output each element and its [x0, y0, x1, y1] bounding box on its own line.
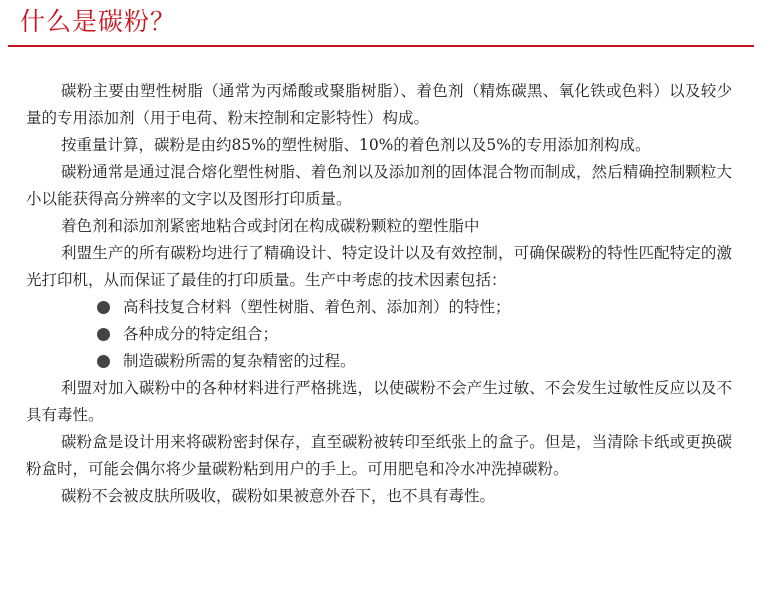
bullet-icon	[97, 355, 110, 368]
list-item-text: 制造碳粉所需的复杂精密的过程。	[123, 352, 356, 370]
bullet-icon	[97, 301, 110, 314]
page-title: 什么是碳粉？	[20, 7, 177, 36]
list-item-text: 各种成分的特定组合；	[123, 325, 279, 343]
paragraph-material-selection: 利盟对加入碳粉中的各种材料进行严格挑选，以使碳粉不会产生过敏、不会发生过敏性反应以及不具有毒性。	[26, 379, 732, 424]
paragraph-weight-ratio: 按重量计算，碳粉是由约85%的塑性树脂、10%的着色剂以及5%的专用添加剂构成。	[61, 136, 651, 154]
paragraph-safety: 碳粉不会被皮肤所吸收，碳粉如果被意外吞下，也不具有毒性。	[61, 487, 496, 505]
paragraph-lexmark-design: 利盟生产的所有碳粉均进行了精确设计、特定设计以及有效控制，可确保碳粉的特性匹配特定的激光打印机，从而保证了最佳的打印质量。生产中考虑的技术因素包括：	[26, 244, 732, 289]
article-body	[26, 78, 732, 510]
list-item	[26, 348, 732, 375]
bullet-icon	[97, 328, 110, 341]
title-divider	[8, 45, 754, 47]
paragraph-composition: 碳粉主要由塑性树脂（通常为丙烯酸或聚脂树脂）、着色剂（精炼碳黑、氧化铁或色料）以及较少量的专用添加剂（用于电荷、粉末控制和定影特性）构成。	[26, 82, 732, 127]
paragraph-cartridge: 碳粉盒是设计用来将碳粉密封保存，直至碳粉被转印至纸张上的盒子。但是，当清除卡纸或更换碳粉盒时，可能会偶尔将少量碳粉粘到用户的手上。可用肥皂和冷水冲洗掉碳粉。	[26, 433, 732, 478]
technical-factors-list	[26, 294, 732, 375]
paragraph-manufacturing: 碳粉通常是通过混合熔化塑性树脂、着色剂以及添加剂的固体混合物而制成，然后精确控制颗粒大小以能获得高分辨率的文字以及图形打印质量。	[26, 163, 732, 208]
list-item	[26, 321, 732, 348]
paragraph-bonding: 着色剂和添加剂紧密地粘合或封闭在构成碳粉颗粒的塑性脂中	[61, 217, 480, 235]
list-item-text: 高科技复合材料（塑性树脂、着色剂、添加剂）的特性；	[123, 298, 511, 316]
list-item	[26, 294, 732, 321]
